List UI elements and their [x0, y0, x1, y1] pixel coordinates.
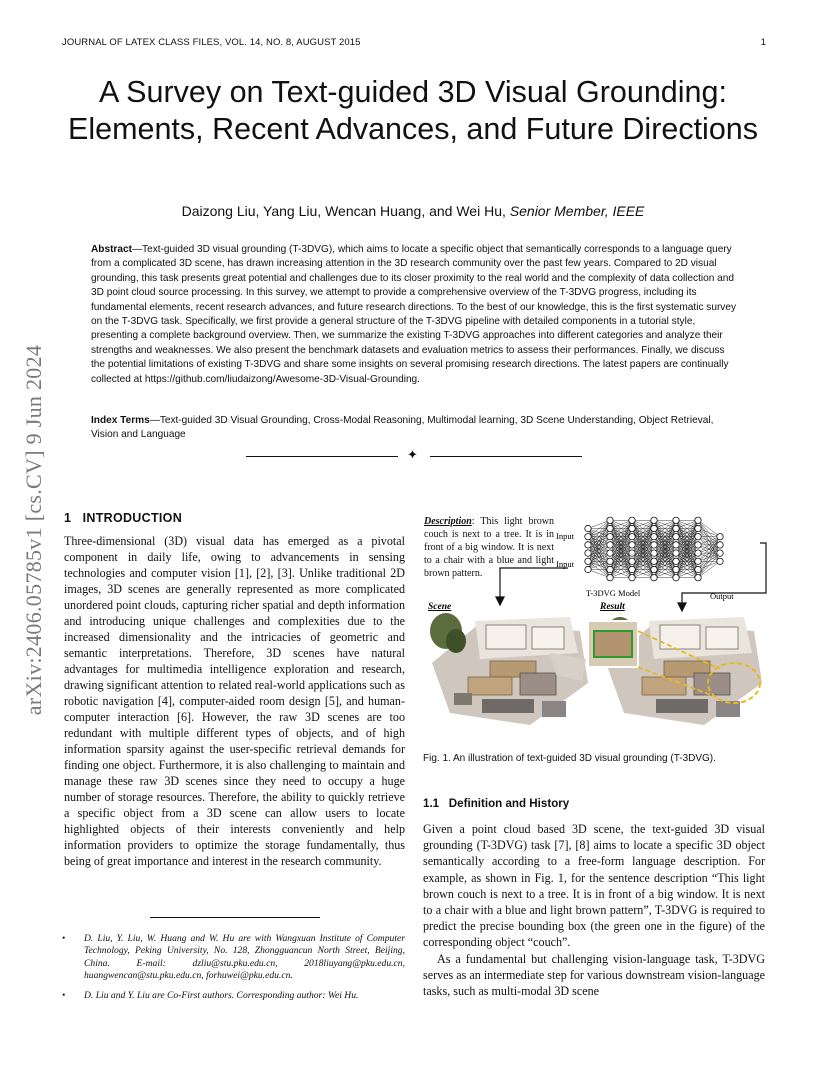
input-label-2: Input — [556, 559, 574, 569]
nn-node — [629, 525, 635, 531]
nn-node — [695, 534, 701, 540]
nn-node — [629, 566, 635, 572]
nn-node — [651, 575, 657, 581]
input-label-1: Input — [556, 531, 574, 541]
nn-node — [607, 534, 613, 540]
footnote-bullet: • — [62, 990, 66, 1001]
authors: Daizong Liu, Yang Liu, Wencan Huang, and Wei Hu, — [181, 203, 506, 219]
nn-node — [717, 542, 723, 548]
footnote-rule — [150, 917, 320, 918]
nn-node — [607, 575, 613, 581]
nn-node — [673, 517, 679, 523]
author-line — [62, 203, 764, 219]
page-number: 1 — [760, 37, 766, 48]
section-heading — [64, 511, 182, 525]
nn-node — [585, 550, 591, 556]
nn-node — [651, 525, 657, 531]
nn-node — [673, 525, 679, 531]
author-role: Senior Member, IEEE — [509, 203, 645, 219]
separator-rule-left — [246, 456, 398, 457]
nn-connection — [588, 520, 610, 561]
result-label: Result — [600, 602, 625, 612]
definition-text — [423, 821, 765, 999]
nn-node — [673, 566, 679, 572]
index-terms-text: —Text-guided 3D Visual Grounding, Cross-Modal Reasoning, Multimodal learning, 3D Scene Understanding, Object Retrieval, Vision and Language — [91, 415, 714, 441]
figure-description — [424, 515, 554, 583]
nn-node — [695, 517, 701, 523]
description-text: : This light brown couch is next to a tree. It is in front of a big window. It is next to a chair with a blue and light brown pattern. — [424, 516, 554, 579]
paper-title: A Survey on Text-guided 3D Visual Grounding: Elements, Recent Advances, and Future Directions — [68, 75, 758, 146]
nn-node — [651, 517, 657, 523]
abstract-text: —Text-guided 3D visual grounding (T-3DVG), which aims to locate a specific object that semantically corresponds to a language query from a complicated 3D scene, has drawn increasing attention in the 3D research community over the past few years. Compared to 2D visual grounding, this task presents great potential and challenges due to its closer proximity to the real world and the complexity of data collection and 3D point cloud source processing. In this survey, we attempt to provide a comprehensive overview of the T-3DVG progress, including its fundamental elements, recent research advances, and future research directions. To the best of our knowledge, this is the first systematic survey on the T-3DVG task. Specifically, we first provide a general structure of the T-3DVG pipeline with detailed components in a tutorial style, presenting a complete background overview. Then, we summarize the existing T-3DVG approaches into different categories and analyze their strengths and weaknesses. We also present the benchmark datasets and evaluation metrics to assess their performances. Finally, we discuss the potential limitations of existing T-3DVG and share some insights on several promising research directions. The latest papers are continually collected at https://github.com/liudaizong/Awesome-3D-Visual-Grounding. — [91, 244, 737, 385]
scene-render — [430, 613, 588, 725]
nn-connection — [698, 537, 720, 578]
arxiv-stamp — [14, 295, 54, 765]
footnote-text: D. Liu and Y. Liu are Co-First authors. Corresponding author: Wei Hu. — [84, 990, 359, 1001]
nn-node — [607, 517, 613, 523]
nn-node — [673, 550, 679, 556]
nn-node — [695, 542, 701, 548]
nn-node — [607, 558, 613, 564]
nn-node — [651, 542, 657, 548]
nn-node — [695, 558, 701, 564]
green-bounding-box — [594, 631, 632, 657]
footnote-bullet: • — [62, 933, 66, 944]
separator-ornament: ✦ — [407, 447, 418, 462]
section-title: INTRODUCTION — [82, 511, 183, 525]
result-render — [588, 617, 762, 725]
nn-node — [607, 550, 613, 556]
footnote-co-first — [64, 990, 405, 1002]
nn-node — [629, 542, 635, 548]
nn-node — [695, 566, 701, 572]
figure-1-illustration — [420, 513, 770, 745]
nn-node — [717, 550, 723, 556]
nn-node — [585, 534, 591, 540]
nn-node — [585, 566, 591, 572]
nn-node — [673, 534, 679, 540]
output-label: Output — [710, 591, 734, 601]
neural-network-diagram — [585, 517, 723, 581]
figure-caption: Fig. 1. An illustration of text-guided 3D visual grounding (T-3DVG). — [423, 753, 716, 764]
index-terms — [91, 414, 737, 443]
nn-node — [717, 534, 723, 540]
running-head: JOURNAL OF LATEX CLASS FILES, VOL. 14, NO. 8, AUGUST 2015 — [62, 37, 361, 48]
nn-node — [607, 542, 613, 548]
intro-paragraph: Three-dimensional (3D) visual data has emerged as a pivotal component in daily life, owing to advancements in sensing technologies and computer vision [1], [2], [3]. Unlike traditional 2D images, 3D scenes are generally represented as more complicated unordered point clouds, capturing richer spatial and depth information and introducing unique challenges and complexities due to the increased dimensionality and the intricacies of geometric and semantic interpretations. Therefore, 3D scenes have natural advantages for multimedia intelligence exploration and research, drawing significant attention to related real-world applications such as robotic navigation [4], computer-aided room design [5], and human-computer interaction [6]. However, the raw 3D scenes are too redundant with multiple different types of objects, and of high information sparsity against the user-specific retrieval demands for finding one object. Furthermore, it is also challenging to maintain and manage these raw 3D scenes since they need to occupy a huge number of storage resources. Therefore, the ability to quickly retrieve a specific object from a 3D scene can allow users to locate highlighted objects of their interests conveniently and help information providers to optimize the storage fundamentally, thus being of great importance and interest in the research community. — [64, 534, 405, 868]
nn-node — [629, 550, 635, 556]
nn-node — [629, 575, 635, 581]
nn-node — [673, 575, 679, 581]
nn-node — [651, 558, 657, 564]
nn-node — [651, 550, 657, 556]
nn-node — [629, 534, 635, 540]
definition-paragraph-2: As a fundamental but challenging vision-language task, T-3DVG serves as an intermediate step for various downstream vision-language tasks, such as multi-modal 3D scene — [423, 951, 765, 999]
nn-node — [651, 534, 657, 540]
nn-node — [673, 542, 679, 548]
definition-paragraph-1: Given a point cloud based 3D scene, the text-guided 3D visual grounding (T-3DVG) task [7], [8] aims to locate a specific 3D object semantically according to a free-form language description. For example, as shown in Fig. 1, for the sentence description “This light brown couch is next to a tree. It is in front of a big window. It is next to a chair with a blue and light brown pattern”, T-3DVG is required to predict the precise bounding box (the green one in the figure) of the corresponding object “couch”. — [423, 822, 765, 950]
nn-node — [717, 558, 723, 564]
footnote-affiliation — [64, 933, 405, 983]
abstract — [91, 243, 737, 387]
abstract-label: Abstract — [91, 244, 132, 255]
nn-node — [629, 517, 635, 523]
footnote-text: D. Liu, Y. Liu, W. Huang and W. Hu are with Wangxuan Institute of Computer Technology, Peking University, No. 128, Zhongguancun North Street, Beijing, China. E-mail: dzliu@stu.pku.edu.cn, 2018liuyang@pku.edu.cn, huangwencan@stu.pku.edu.cn, forhuwei@pku.edu.cn. — [84, 933, 405, 982]
nn-node — [695, 550, 701, 556]
nn-node — [585, 525, 591, 531]
nn-node — [651, 566, 657, 572]
index-terms-label: Index Terms — [91, 415, 150, 426]
figure-1 — [420, 513, 770, 745]
nn-node — [607, 525, 613, 531]
section-number: 1 — [64, 511, 72, 525]
scene-label: Scene — [428, 602, 452, 612]
nn-node — [695, 575, 701, 581]
subsection-number: 1.1 — [423, 797, 440, 810]
model-label: T-3DVG Model — [586, 588, 641, 598]
nn-node — [695, 525, 701, 531]
subsection-heading — [423, 797, 569, 810]
description-label: Description — [424, 516, 472, 527]
nn-node — [673, 558, 679, 564]
subsection-title: Definition and History — [448, 797, 570, 810]
separator-rule-right — [430, 456, 582, 457]
nn-node — [629, 558, 635, 564]
arxiv-stamp-text: arXiv:2406.05785v1 [cs.CV] 9 Jun 2024 — [21, 344, 46, 716]
nn-node — [585, 558, 591, 564]
nn-node — [607, 566, 613, 572]
nn-node — [585, 542, 591, 548]
